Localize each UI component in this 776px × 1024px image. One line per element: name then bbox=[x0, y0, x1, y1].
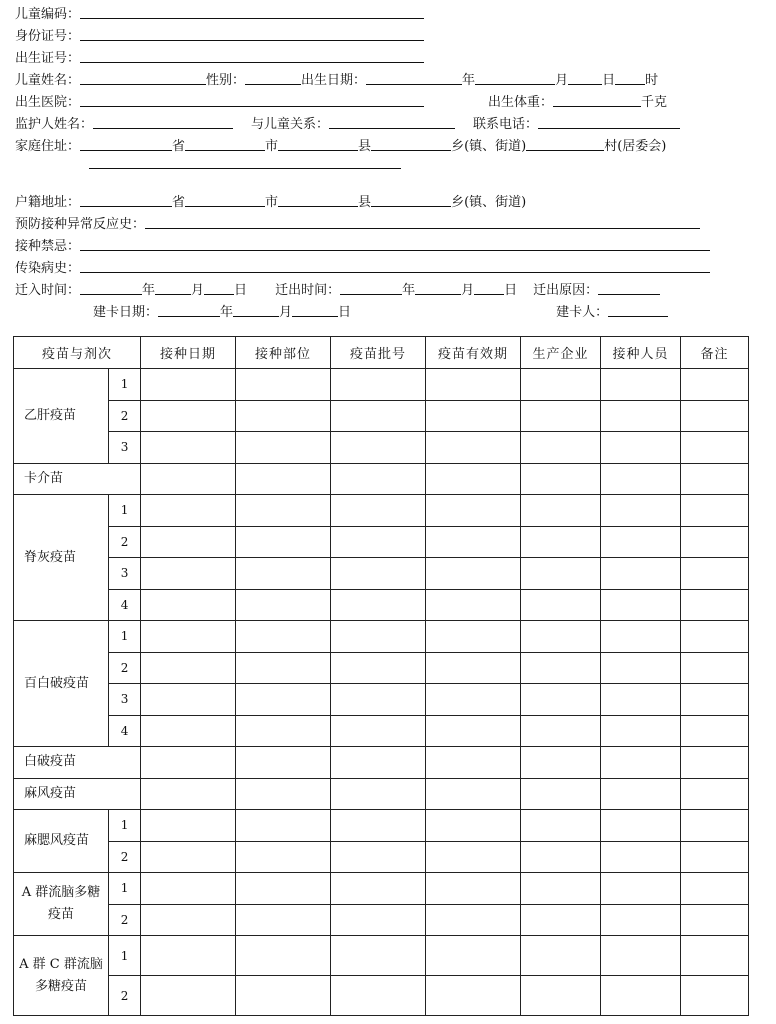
field-move-out-reason[interactable] bbox=[598, 280, 660, 295]
label-infectious-history: 传染病史： bbox=[15, 261, 81, 276]
table-cell[interactable] bbox=[601, 976, 681, 1016]
label-hour: 时 bbox=[645, 73, 659, 88]
table-cell[interactable] bbox=[331, 936, 426, 976]
table-cell[interactable] bbox=[331, 715, 426, 747]
label-birth-cert: 出生证号： bbox=[15, 51, 81, 66]
table-cell[interactable] bbox=[601, 810, 681, 842]
table-cell[interactable] bbox=[141, 747, 236, 779]
table-row bbox=[14, 432, 749, 464]
table-cell[interactable] bbox=[681, 432, 749, 464]
field-household-town[interactable] bbox=[371, 192, 451, 207]
dose-number: 4 bbox=[109, 589, 141, 621]
table-row bbox=[14, 463, 749, 495]
label-move-out-month: 月 bbox=[461, 283, 475, 298]
table-cell[interactable] bbox=[236, 936, 331, 976]
table-cell[interactable] bbox=[601, 621, 681, 653]
table-row bbox=[14, 558, 749, 590]
field-infectious-history[interactable] bbox=[80, 258, 710, 273]
vaccine-name: A 群流脑多糖疫苗 bbox=[14, 873, 109, 936]
table-cell[interactable] bbox=[236, 684, 331, 716]
table-cell[interactable] bbox=[236, 976, 331, 1016]
table-row bbox=[14, 652, 749, 684]
table-cell[interactable] bbox=[681, 495, 749, 527]
label-home-village: 村(居委会) bbox=[604, 139, 667, 154]
label-household-address: 户籍地址： bbox=[15, 195, 81, 210]
row-contraindication bbox=[15, 236, 765, 258]
vaccine-name: 麻腮风疫苗 bbox=[14, 810, 109, 873]
table-cell[interactable] bbox=[141, 432, 236, 464]
table-cell[interactable] bbox=[521, 589, 601, 621]
dose-number: 1 bbox=[109, 495, 141, 527]
table-cell[interactable] bbox=[331, 526, 426, 558]
field-birth-day[interactable] bbox=[568, 70, 602, 85]
table-cell[interactable] bbox=[331, 558, 426, 590]
table-row bbox=[14, 873, 749, 905]
label-birth-date: 出生日期： bbox=[301, 73, 367, 88]
row-child-code bbox=[15, 4, 765, 26]
table-cell[interactable] bbox=[141, 936, 236, 976]
label-move-in-day: 日 bbox=[234, 283, 248, 298]
table-cell[interactable] bbox=[331, 621, 426, 653]
table-cell[interactable] bbox=[236, 400, 331, 432]
table-cell[interactable] bbox=[331, 810, 426, 842]
label-household-province: 省 bbox=[172, 195, 186, 210]
table-cell[interactable] bbox=[601, 369, 681, 401]
table-cell[interactable] bbox=[236, 778, 331, 810]
table-cell[interactable] bbox=[141, 621, 236, 653]
table-row bbox=[14, 936, 749, 976]
label-move-in-year: 年 bbox=[142, 283, 156, 298]
table-cell[interactable] bbox=[681, 747, 749, 779]
table-cell[interactable] bbox=[236, 526, 331, 558]
table-cell[interactable] bbox=[141, 495, 236, 527]
table-cell[interactable] bbox=[426, 526, 521, 558]
header-remarks: 备注 bbox=[681, 337, 749, 369]
field-home-town[interactable] bbox=[371, 136, 451, 151]
table-cell[interactable] bbox=[331, 684, 426, 716]
dose-number: 2 bbox=[109, 400, 141, 432]
table-cell[interactable] bbox=[601, 841, 681, 873]
field-card-creator[interactable] bbox=[608, 302, 668, 317]
label-move-out-year: 年 bbox=[402, 283, 416, 298]
table-cell[interactable] bbox=[521, 841, 601, 873]
field-household-city[interactable] bbox=[185, 192, 265, 207]
label-home-address: 家庭住址： bbox=[15, 139, 81, 154]
label-guardian-name: 监护人姓名： bbox=[15, 117, 94, 132]
table-cell[interactable] bbox=[521, 747, 601, 779]
table-cell[interactable] bbox=[521, 652, 601, 684]
table-cell[interactable] bbox=[426, 747, 521, 779]
header-site: 接种部位 bbox=[236, 337, 331, 369]
table-cell[interactable] bbox=[331, 432, 426, 464]
vaccine-name: 白破疫苗 bbox=[14, 747, 141, 779]
row-birth-hospital bbox=[15, 92, 765, 114]
field-card-month[interactable] bbox=[233, 302, 279, 317]
table-row bbox=[14, 621, 749, 653]
field-contraindication[interactable] bbox=[80, 236, 710, 251]
vaccination-table bbox=[13, 336, 749, 1016]
table-cell[interactable] bbox=[521, 400, 601, 432]
table-cell[interactable] bbox=[236, 747, 331, 779]
table-cell[interactable] bbox=[521, 432, 601, 464]
label-card-month: 月 bbox=[279, 305, 293, 320]
table-cell[interactable] bbox=[681, 526, 749, 558]
label-move-in-month: 月 bbox=[191, 283, 205, 298]
dose-number: 3 bbox=[109, 558, 141, 590]
header-staff: 接种人员 bbox=[601, 337, 681, 369]
table-cell[interactable] bbox=[236, 873, 331, 905]
dose-number: 2 bbox=[109, 652, 141, 684]
field-move-out-month[interactable] bbox=[415, 280, 461, 295]
label-household-county: 县 bbox=[358, 195, 372, 210]
field-move-out-year[interactable] bbox=[340, 280, 402, 295]
row-infectious-history bbox=[15, 258, 765, 280]
dose-number: 2 bbox=[109, 526, 141, 558]
table-cell[interactable] bbox=[681, 936, 749, 976]
table-cell[interactable] bbox=[601, 904, 681, 936]
field-home-address-extra[interactable] bbox=[89, 168, 401, 169]
table-cell[interactable] bbox=[236, 841, 331, 873]
label-household-town: 乡(镇、街道) bbox=[451, 195, 527, 210]
field-birth-hospital[interactable] bbox=[80, 92, 424, 107]
table-cell[interactable] bbox=[141, 904, 236, 936]
table-cell[interactable] bbox=[426, 841, 521, 873]
table-cell[interactable] bbox=[681, 400, 749, 432]
table-cell[interactable] bbox=[601, 936, 681, 976]
table-cell[interactable] bbox=[141, 841, 236, 873]
table-cell[interactable] bbox=[426, 936, 521, 976]
table-cell[interactable] bbox=[236, 904, 331, 936]
vaccine-name: 百白破疫苗 bbox=[14, 621, 109, 747]
table-cell[interactable] bbox=[331, 589, 426, 621]
label-home-town: 乡(镇、街道) bbox=[451, 139, 527, 154]
field-guardian-name[interactable] bbox=[93, 114, 233, 129]
table-cell[interactable] bbox=[426, 684, 521, 716]
field-card-year[interactable] bbox=[158, 302, 220, 317]
label-child-name: 儿童姓名： bbox=[15, 73, 81, 88]
dose-number: 2 bbox=[109, 841, 141, 873]
table-cell[interactable] bbox=[681, 369, 749, 401]
table-cell[interactable] bbox=[426, 652, 521, 684]
table-cell[interactable] bbox=[521, 810, 601, 842]
table-cell[interactable] bbox=[426, 904, 521, 936]
table-cell[interactable] bbox=[331, 495, 426, 527]
field-move-in-year[interactable] bbox=[80, 280, 142, 295]
field-household-county[interactable] bbox=[278, 192, 358, 207]
label-move-out-reason: 迁出原因： bbox=[533, 283, 599, 298]
table-cell[interactable] bbox=[426, 873, 521, 905]
child-info-form bbox=[15, 4, 765, 324]
dose-number: 1 bbox=[109, 873, 141, 905]
row-id-number bbox=[15, 26, 765, 48]
dose-number: 3 bbox=[109, 432, 141, 464]
dose-number: 2 bbox=[109, 976, 141, 1016]
dose-number: 4 bbox=[109, 715, 141, 747]
table-cell[interactable] bbox=[521, 526, 601, 558]
dose-number: 1 bbox=[109, 936, 141, 976]
table-cell[interactable] bbox=[236, 652, 331, 684]
field-move-out-day[interactable] bbox=[474, 280, 504, 295]
table-row bbox=[14, 904, 749, 936]
table-cell[interactable] bbox=[426, 495, 521, 527]
table-cell[interactable] bbox=[681, 652, 749, 684]
table-cell[interactable] bbox=[601, 463, 681, 495]
table-cell[interactable] bbox=[521, 936, 601, 976]
table-cell[interactable] bbox=[521, 976, 601, 1016]
dose-number: 1 bbox=[109, 621, 141, 653]
table-cell[interactable] bbox=[601, 684, 681, 716]
table-cell[interactable] bbox=[236, 463, 331, 495]
table-cell[interactable] bbox=[141, 526, 236, 558]
table-cell[interactable] bbox=[681, 873, 749, 905]
table-cell[interactable] bbox=[236, 621, 331, 653]
table-cell[interactable] bbox=[601, 873, 681, 905]
label-child-code: 儿童编码： bbox=[15, 7, 81, 22]
label-card-creator: 建卡人： bbox=[556, 305, 609, 320]
row-card bbox=[15, 302, 765, 324]
table-cell[interactable] bbox=[426, 432, 521, 464]
label-phone: 联系电话： bbox=[473, 117, 539, 132]
table-row bbox=[14, 976, 749, 1016]
table-cell[interactable] bbox=[331, 400, 426, 432]
row-adverse-history bbox=[15, 214, 765, 236]
field-birth-year[interactable] bbox=[366, 70, 462, 85]
dose-number: 1 bbox=[109, 810, 141, 842]
table-cell[interactable] bbox=[681, 684, 749, 716]
field-move-in-month[interactable] bbox=[155, 280, 191, 295]
label-card-year: 年 bbox=[220, 305, 234, 320]
row-birth-cert bbox=[15, 48, 765, 70]
vaccine-name: 乙肝疫苗 bbox=[14, 369, 109, 464]
vaccine-name: 麻风疫苗 bbox=[14, 778, 141, 810]
vaccine-name: 卡介苗 bbox=[14, 463, 141, 495]
label-contraindication: 接种禁忌： bbox=[15, 239, 81, 254]
label-move-out: 迁出时间： bbox=[275, 283, 341, 298]
row-home-address-extra bbox=[15, 158, 765, 192]
field-birth-hour[interactable] bbox=[615, 70, 645, 85]
row-home-address bbox=[15, 136, 765, 158]
field-phone[interactable] bbox=[538, 114, 680, 129]
field-home-province[interactable] bbox=[80, 136, 172, 151]
table-cell[interactable] bbox=[236, 369, 331, 401]
table-cell[interactable] bbox=[236, 715, 331, 747]
table-cell[interactable] bbox=[681, 463, 749, 495]
table-cell[interactable] bbox=[141, 873, 236, 905]
label-home-province: 省 bbox=[172, 139, 186, 154]
label-id-number: 身份证号： bbox=[15, 29, 81, 44]
table-row bbox=[14, 400, 749, 432]
table-row bbox=[14, 841, 749, 873]
table-cell[interactable] bbox=[331, 778, 426, 810]
field-home-county[interactable] bbox=[278, 136, 358, 151]
table-row bbox=[14, 747, 749, 779]
table-cell[interactable] bbox=[141, 810, 236, 842]
table-cell[interactable] bbox=[426, 715, 521, 747]
table-cell[interactable] bbox=[236, 810, 331, 842]
table-cell[interactable] bbox=[331, 976, 426, 1016]
table-cell[interactable] bbox=[601, 589, 681, 621]
header-batch: 疫苗批号 bbox=[331, 337, 426, 369]
table-cell[interactable] bbox=[141, 558, 236, 590]
label-move-in: 迁入时间： bbox=[15, 283, 81, 298]
table-cell[interactable] bbox=[141, 369, 236, 401]
table-row bbox=[14, 810, 749, 842]
table-cell[interactable] bbox=[331, 747, 426, 779]
label-card-day: 日 bbox=[338, 305, 352, 320]
table-cell[interactable] bbox=[236, 432, 331, 464]
table-row bbox=[14, 778, 749, 810]
field-birth-cert[interactable] bbox=[80, 48, 424, 63]
label-kg: 千克 bbox=[641, 95, 668, 110]
table-row bbox=[14, 589, 749, 621]
table-cell[interactable] bbox=[141, 463, 236, 495]
row-household-address bbox=[15, 192, 765, 214]
field-relation[interactable] bbox=[329, 114, 455, 129]
field-household-province[interactable] bbox=[80, 192, 172, 207]
table-cell[interactable] bbox=[236, 558, 331, 590]
field-id-number[interactable] bbox=[80, 26, 424, 41]
table-cell[interactable] bbox=[601, 558, 681, 590]
header-manufacturer: 生产企业 bbox=[521, 337, 601, 369]
table-cell[interactable] bbox=[331, 652, 426, 684]
table-cell[interactable] bbox=[521, 463, 601, 495]
label-household-city: 市 bbox=[265, 195, 279, 210]
table-cell[interactable] bbox=[601, 778, 681, 810]
table-cell[interactable] bbox=[426, 976, 521, 1016]
table-cell[interactable] bbox=[681, 904, 749, 936]
table-cell[interactable] bbox=[236, 589, 331, 621]
row-migration bbox=[15, 280, 765, 302]
dose-number: 1 bbox=[109, 369, 141, 401]
field-birth-month[interactable] bbox=[475, 70, 555, 85]
field-card-day[interactable] bbox=[292, 302, 338, 317]
label-home-city: 市 bbox=[265, 139, 279, 154]
row-child-name bbox=[15, 70, 765, 92]
table-cell[interactable] bbox=[426, 589, 521, 621]
dose-number: 3 bbox=[109, 684, 141, 716]
table-cell[interactable] bbox=[426, 778, 521, 810]
table-cell[interactable] bbox=[331, 369, 426, 401]
field-child-name[interactable] bbox=[80, 70, 206, 85]
vaccine-name: A 群 C 群流脑多糖疫苗 bbox=[14, 936, 109, 1016]
table-cell[interactable] bbox=[681, 976, 749, 1016]
table-cell[interactable] bbox=[141, 400, 236, 432]
label-day: 日 bbox=[602, 73, 616, 88]
label-gender: 性别： bbox=[206, 73, 246, 88]
table-cell[interactable] bbox=[681, 715, 749, 747]
table-cell[interactable] bbox=[681, 810, 749, 842]
table-cell[interactable] bbox=[681, 778, 749, 810]
table-cell[interactable] bbox=[601, 432, 681, 464]
table-cell[interactable] bbox=[141, 976, 236, 1016]
vaccine-name: 脊灰疫苗 bbox=[14, 495, 109, 621]
table-cell[interactable] bbox=[681, 558, 749, 590]
header-date: 接种日期 bbox=[141, 337, 236, 369]
label-relation: 与儿童关系： bbox=[251, 117, 330, 132]
table-cell[interactable] bbox=[521, 369, 601, 401]
table-cell[interactable] bbox=[681, 589, 749, 621]
field-gender[interactable] bbox=[245, 70, 301, 85]
table-cell[interactable] bbox=[681, 841, 749, 873]
label-birth-hospital: 出生医院： bbox=[15, 95, 81, 110]
table-cell[interactable] bbox=[426, 558, 521, 590]
table-row bbox=[14, 526, 749, 558]
table-cell[interactable] bbox=[331, 841, 426, 873]
table-cell[interactable] bbox=[601, 715, 681, 747]
table-row bbox=[14, 495, 749, 527]
label-year: 年 bbox=[462, 73, 476, 88]
label-card-date: 建卡日期： bbox=[93, 305, 159, 320]
field-home-village[interactable] bbox=[526, 136, 604, 151]
table-cell[interactable] bbox=[521, 778, 601, 810]
table-cell[interactable] bbox=[521, 495, 601, 527]
table-cell[interactable] bbox=[331, 463, 426, 495]
header-vaccine-dose: 疫苗与剂次 bbox=[14, 337, 141, 369]
table-cell[interactable] bbox=[521, 873, 601, 905]
table-cell[interactable] bbox=[426, 621, 521, 653]
table-cell[interactable] bbox=[141, 652, 236, 684]
table-cell[interactable] bbox=[331, 904, 426, 936]
table-cell[interactable] bbox=[236, 495, 331, 527]
label-adverse-history: 预防接种异常反应史： bbox=[15, 217, 146, 232]
table-cell[interactable] bbox=[141, 715, 236, 747]
label-birth-weight: 出生体重： bbox=[488, 95, 554, 110]
table-cell[interactable] bbox=[521, 904, 601, 936]
table-cell[interactable] bbox=[521, 684, 601, 716]
table-row bbox=[14, 369, 749, 401]
field-child-code[interactable] bbox=[80, 4, 424, 19]
field-adverse-history[interactable] bbox=[145, 214, 700, 229]
row-guardian bbox=[15, 114, 765, 136]
field-home-city[interactable] bbox=[185, 136, 265, 151]
dose-number: 2 bbox=[109, 904, 141, 936]
table-row bbox=[14, 715, 749, 747]
table-header-row bbox=[14, 337, 749, 369]
table-cell[interactable] bbox=[331, 873, 426, 905]
table-cell[interactable] bbox=[426, 400, 521, 432]
table-cell[interactable] bbox=[681, 621, 749, 653]
table-cell[interactable] bbox=[601, 526, 681, 558]
header-expiry: 疫苗有效期 bbox=[426, 337, 521, 369]
table-cell[interactable] bbox=[601, 652, 681, 684]
label-month: 月 bbox=[555, 73, 569, 88]
table-cell[interactable] bbox=[601, 495, 681, 527]
table-cell[interactable] bbox=[521, 621, 601, 653]
field-move-in-day[interactable] bbox=[204, 280, 234, 295]
table-cell[interactable] bbox=[141, 589, 236, 621]
table-cell[interactable] bbox=[601, 747, 681, 779]
table-cell[interactable] bbox=[521, 715, 601, 747]
table-cell[interactable] bbox=[141, 778, 236, 810]
table-cell[interactable] bbox=[601, 400, 681, 432]
field-birth-weight[interactable] bbox=[553, 92, 641, 107]
table-cell[interactable] bbox=[141, 684, 236, 716]
table-cell[interactable] bbox=[521, 558, 601, 590]
label-home-county: 县 bbox=[358, 139, 372, 154]
vaccination-table-body bbox=[14, 369, 749, 1016]
label-move-out-day: 日 bbox=[504, 283, 518, 298]
table-row bbox=[14, 684, 749, 716]
table-cell[interactable] bbox=[426, 369, 521, 401]
table-cell[interactable] bbox=[426, 810, 521, 842]
table-cell[interactable] bbox=[426, 463, 521, 495]
